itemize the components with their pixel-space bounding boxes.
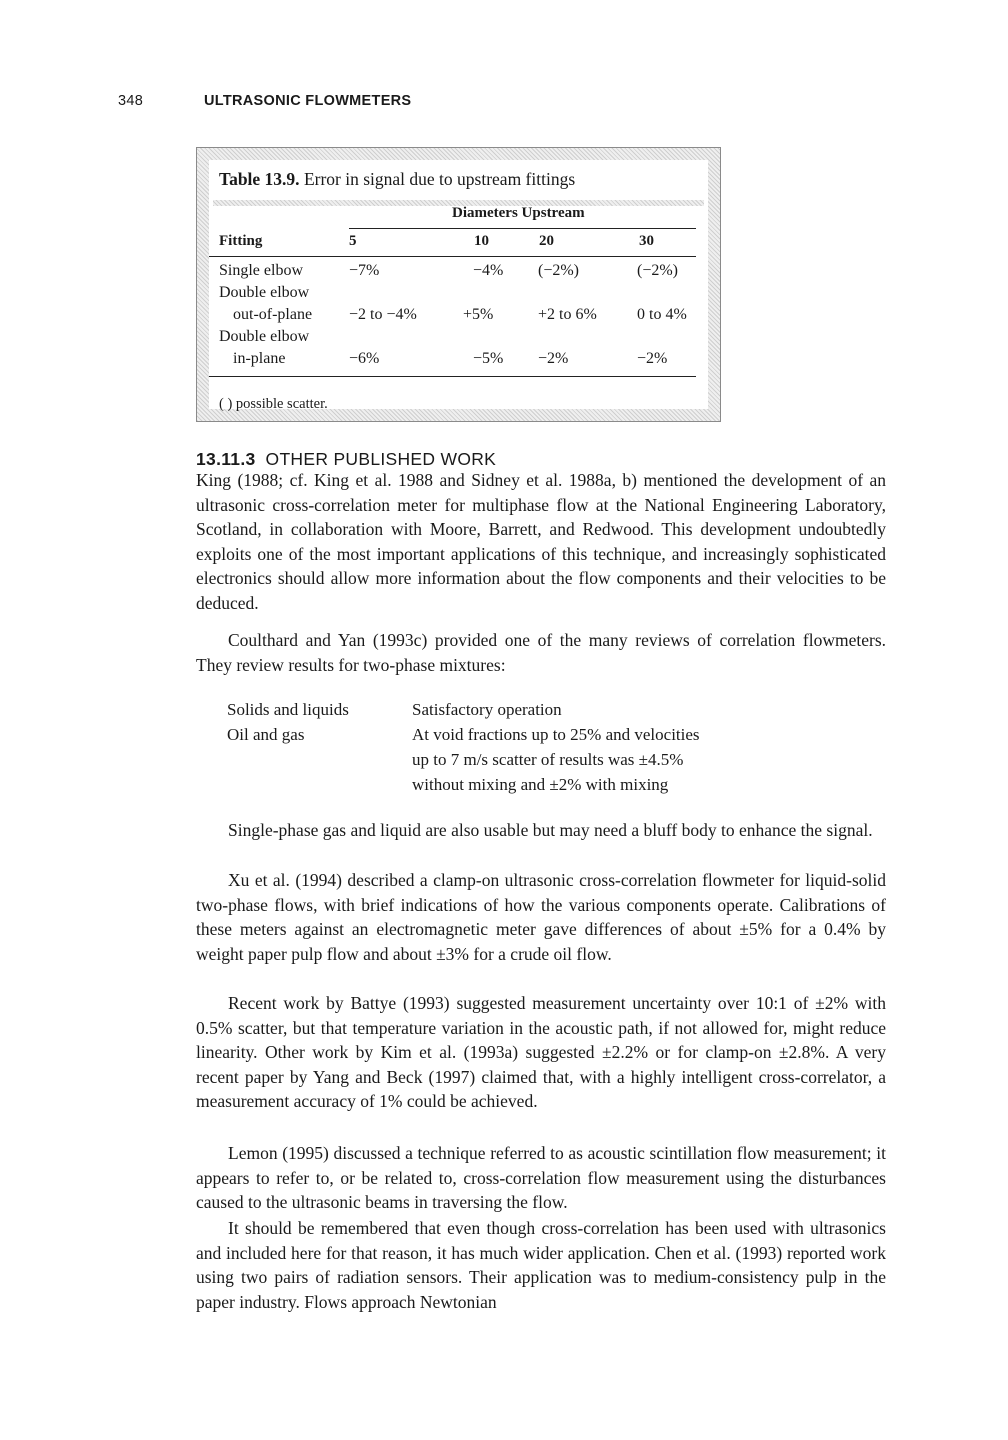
section-title: OTHER PUBLISHED WORK xyxy=(265,449,497,469)
col-header-fitting: Fitting xyxy=(219,233,263,249)
row-3-d5: −6% xyxy=(349,350,380,367)
paragraph-3: Single-phase gas and liquid are also usable but may need a bluff body to enhance the signal. xyxy=(228,820,873,840)
row-1-d30: (−2%) xyxy=(637,262,679,279)
paragraph-5: Recent work by Battye (1993) suggested measurement uncertainty over 10:1 of ±2% with 0.5% scatter, but that temperature variation in the acoustic path, if not allowed for, might reduce linearity. Other work by Kim et al. (1993a) suggested ±2.2% or for clamp-on ±2.8%. A very recent paper by Yang and Beck (1997) claimed that, with a highly intelligent cross-correlator, a measurement accuracy of 1% could be achieved. xyxy=(196,993,886,1111)
row-3-fitting-line-1: Double elbow xyxy=(219,328,310,345)
row-2-d5: −2 to −4% xyxy=(349,306,417,323)
table-caption xyxy=(219,169,575,190)
section-heading xyxy=(196,449,496,470)
table-note: ( ) possible scatter. xyxy=(219,396,328,412)
paragraph-4: Xu et al. (1994) described a clamp-on ultrasonic cross-correlation flowmeter for liquid-solid two-phase flows, with brief indications of how the various components operate. Calibrations of these meters against an electromagnetic meter gave differences of about ±5% for a 0.4% by weight paper pulp flow and about ±3% for a crude oil flow. xyxy=(196,870,886,964)
row-1-d5: −7% xyxy=(349,262,380,279)
group-header: Diameters Upstream xyxy=(452,205,585,221)
table-bottom-rule xyxy=(209,376,696,377)
row-2-d10: +5% xyxy=(463,306,494,323)
mixture-result-line-2: up to 7 m/s scatter of results was ±4.5% xyxy=(412,750,684,769)
table-label: Table 13.9. xyxy=(219,169,300,189)
paragraph-6: Lemon (1995) discussed a technique referred to as acoustic scintillation flow measurement; it appears to refer to, or be related to, cross-correlation flow measurement using the disturbances caused to the ultrasonic beams in traversing the flow. xyxy=(196,1143,886,1212)
running-title: ULTRASONIC FLOWMETERS xyxy=(204,93,412,109)
section-number: 13.11.3 xyxy=(196,449,256,469)
paragraph-1: King (1988; cf. King et al. 1988 and Sidney et al. 1988a, b) mentioned the development of an ultrasonic cross-correlation meter for multiphase flow at the National Engineering Laboratory, Scotland, in collaboration with Moore, Barrett, and Redwood. This development undoubtedly exploits one of the most important applications of this technique, and increasingly sophisticated electronics should allow more information about the flow components and their velocities to be deduced. xyxy=(196,470,886,613)
row-1-fitting: Single elbow xyxy=(219,262,303,279)
mixture-result-line-1: At void fractions up to 25% and velocities xyxy=(412,725,700,744)
row-1-d10: −4% xyxy=(473,262,504,279)
col-header-5: 5 xyxy=(349,233,357,249)
row-3-fitting-line-2: in-plane xyxy=(233,350,286,367)
table-13-9 xyxy=(209,160,708,412)
group-header-rule xyxy=(349,228,696,229)
col-header-30: 30 xyxy=(639,233,654,249)
row-3-d30: −2% xyxy=(637,350,668,367)
paragraph-2: Coulthard and Yan (1993c) provided one of the many reviews of correlation flowmeters. They review results for two-phase mixtures: xyxy=(196,630,886,675)
row-2-d20: +2 to 6% xyxy=(538,306,597,323)
row-2-d30: 0 to 4% xyxy=(637,306,687,323)
col-header-10: 10 xyxy=(474,233,489,249)
col-header-20: 20 xyxy=(539,233,554,249)
table-frame xyxy=(196,147,721,422)
header-rule xyxy=(209,256,696,257)
table-caption-text: Error in signal due to upstream fittings xyxy=(303,169,576,189)
running-head xyxy=(118,93,411,109)
mixture-result: Satisfactory operation xyxy=(412,700,562,719)
mixture-name: Oil and gas xyxy=(227,725,305,744)
row-1-d20: (−2%) xyxy=(538,262,580,279)
row-2-fitting-line-1: Double elbow xyxy=(219,284,310,301)
paragraph-7: It should be remembered that even though cross-correlation has been used with ultrasonics and included here for that reason, it has much wider application. Chen et al. (1993) reported work using two pairs of radiation sensors. Their application was to medium-consistency pulp in the paper industry. Flows approach Newtonian xyxy=(196,1218,886,1312)
row-2-fitting-line-2: out-of-plane xyxy=(233,306,313,323)
mixture-result-line-3: without mixing and ±2% with mixing xyxy=(412,775,669,794)
mixture-name: Solids and liquids xyxy=(227,700,349,719)
row-3-d20: −2% xyxy=(538,350,569,367)
row-3-d10: −5% xyxy=(473,350,504,367)
page-number: 348 xyxy=(118,93,144,109)
